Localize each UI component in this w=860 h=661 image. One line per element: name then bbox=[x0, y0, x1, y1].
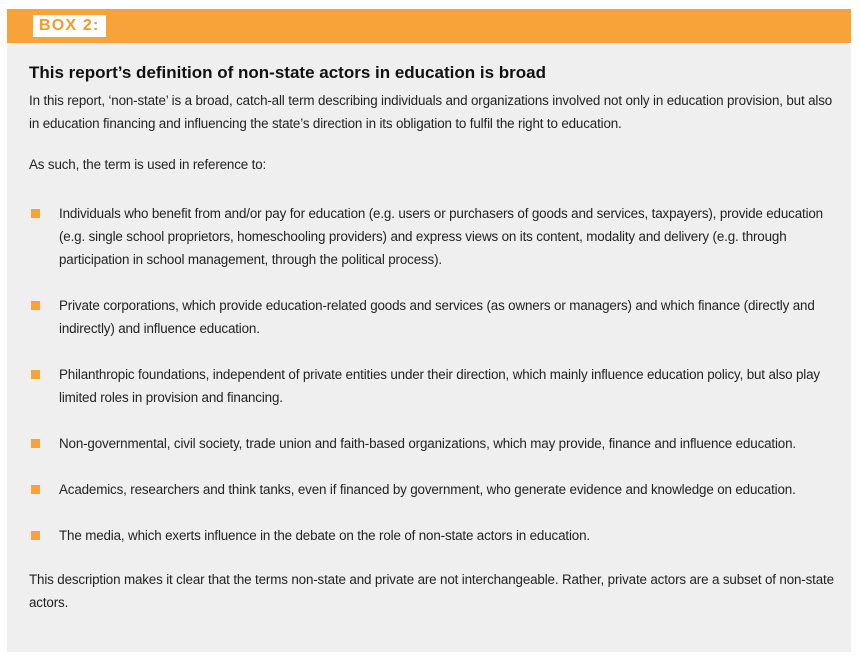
list-item bbox=[29, 363, 835, 409]
lead-in-paragraph: As such, the term is used in reference to: bbox=[29, 157, 267, 172]
closing-paragraph: This description makes it clear that the terms non-state and private are not interchangeable. Rather, private actors are a subset of non-state actors. bbox=[29, 572, 834, 610]
list-item-text: Private corporations, which provide education-related goods and services (as owners or managers) and which finance (directly and indirectly) and influence education. bbox=[59, 298, 815, 336]
list-item-text: Philanthropic foundations, independent of private entities under their direction, which mainly influence education policy, but also play limited roles in provision and financing. bbox=[59, 367, 820, 405]
list-item bbox=[29, 478, 835, 501]
list-item bbox=[29, 524, 835, 547]
square-bullet-icon bbox=[31, 531, 40, 540]
box-panel bbox=[7, 9, 851, 652]
intro-paragraph: In this report, ‘non-state’ is a broad, catch-all term describing individuals and organizations involved not only in education provision, but also in education financing and influencing the state’s direction in its obligation to fulfil the right to education. bbox=[29, 93, 833, 131]
box-title: This report’s definition of non-state actors in education is broad bbox=[29, 63, 546, 82]
box-content bbox=[29, 61, 835, 614]
actor-list bbox=[29, 202, 835, 547]
list-item bbox=[29, 294, 835, 340]
square-bullet-icon bbox=[31, 370, 40, 379]
list-item-text: Individuals who benefit from and/or pay for education (e.g. users or purchasers of goods and services, taxpayers), provide education (e.g. single school proprietors, homeschooling providers) and express views on its content, modality and delivery (e.g. through participation in school management, through the political process). bbox=[59, 206, 823, 267]
list-item-text: Academics, researchers and think tanks, even if financed by government, who generate evidence and knowledge on education. bbox=[59, 482, 796, 497]
square-bullet-icon bbox=[31, 439, 40, 448]
list-item-text: Non-governmental, civil society, trade union and faith-based organizations, which may provide, finance and influence education. bbox=[59, 436, 796, 451]
list-item-text: The media, which exerts influence in the debate on the role of non-state actors in education. bbox=[59, 528, 590, 543]
box-header-bar bbox=[7, 9, 851, 43]
box-label: BOX 2: bbox=[33, 15, 106, 37]
list-item bbox=[29, 432, 835, 455]
square-bullet-icon bbox=[31, 209, 40, 218]
square-bullet-icon bbox=[31, 485, 40, 494]
list-item bbox=[29, 202, 835, 271]
square-bullet-icon bbox=[31, 301, 40, 310]
